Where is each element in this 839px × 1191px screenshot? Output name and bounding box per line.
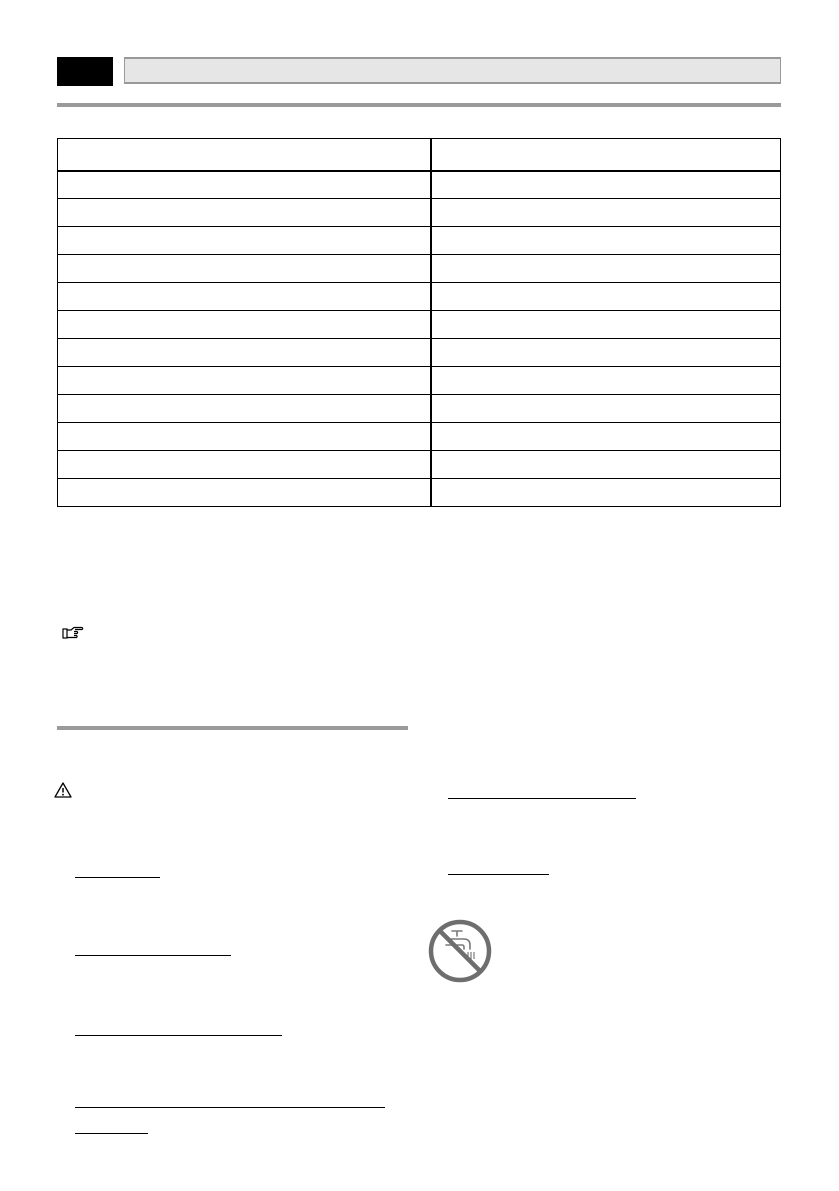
table-cell xyxy=(431,255,781,283)
table-cell xyxy=(58,367,431,395)
table-row xyxy=(58,171,781,199)
table-cell xyxy=(431,311,781,339)
underlined-heading xyxy=(75,1035,282,1036)
table-cell xyxy=(58,255,431,283)
warning-triangle-icon xyxy=(54,782,72,798)
table-cell xyxy=(58,171,431,199)
table-cell xyxy=(58,339,431,367)
table-header-row xyxy=(58,139,781,171)
page-number-tab xyxy=(57,57,113,86)
table-row xyxy=(58,227,781,255)
table-row xyxy=(58,339,781,367)
table-row xyxy=(58,199,781,227)
table-cell xyxy=(58,479,431,507)
table-cell xyxy=(431,199,781,227)
table-cell xyxy=(58,199,431,227)
table-row xyxy=(58,283,781,311)
header-divider xyxy=(57,103,781,107)
section-divider xyxy=(57,726,408,730)
underlined-heading xyxy=(75,877,160,878)
spec-table xyxy=(57,138,781,507)
table-cell xyxy=(58,311,431,339)
chapter-header-bar xyxy=(124,57,781,84)
table-cell xyxy=(58,423,431,451)
table-cell xyxy=(431,479,781,507)
table-row xyxy=(58,423,781,451)
table-cell xyxy=(431,227,781,255)
table-cell xyxy=(431,451,781,479)
pointing-hand-icon xyxy=(62,626,84,640)
table-cell xyxy=(58,283,431,311)
table-cell xyxy=(431,171,781,199)
no-running-water-icon xyxy=(428,919,492,983)
underlined-heading xyxy=(448,874,549,875)
underlined-heading xyxy=(75,1107,385,1108)
table-header-cell xyxy=(431,139,781,171)
table-row xyxy=(58,311,781,339)
table-row xyxy=(58,451,781,479)
underlined-heading xyxy=(75,1133,148,1134)
table-row xyxy=(58,395,781,423)
table-header-cell xyxy=(58,139,431,171)
table-cell xyxy=(58,451,431,479)
table-cell xyxy=(58,227,431,255)
table-cell xyxy=(431,367,781,395)
table-cell xyxy=(431,395,781,423)
table-cell xyxy=(58,395,431,423)
table-row xyxy=(58,255,781,283)
underlined-heading xyxy=(75,955,231,956)
table-row xyxy=(58,367,781,395)
table-row xyxy=(58,479,781,507)
table-cell xyxy=(431,283,781,311)
table-cell xyxy=(431,339,781,367)
underlined-heading xyxy=(448,798,636,799)
table-cell xyxy=(431,423,781,451)
